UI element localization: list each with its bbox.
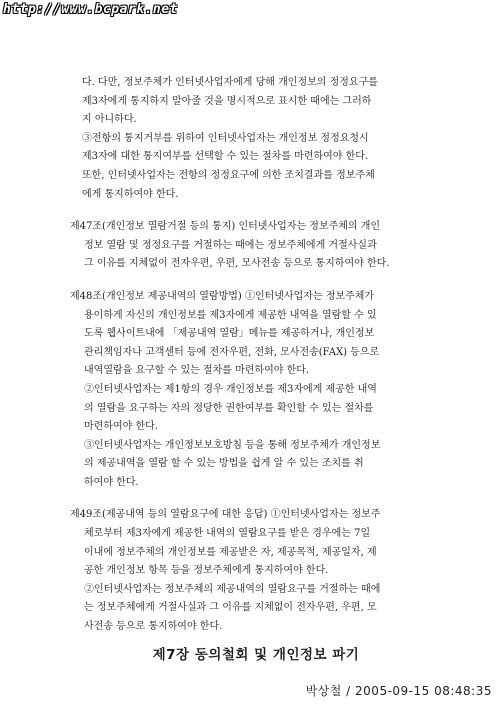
text-line: 사전송 등으로 통지하여야 한다. [84, 621, 223, 633]
article-49 [70, 506, 442, 636]
text-line: 하여야 한다. [84, 476, 139, 488]
footer-signature: 박상철 / 2005-09-15 08:48:35 [305, 684, 492, 698]
watermark-url: http://www.bcpark.net [3, 2, 178, 17]
text-line: 내역열람을 요구할 수 있는 절차를 마련하여야 한다. [84, 365, 310, 377]
text-line: 다. 다만, 정보주체가 인터넷사업자에게 당해 개인정보의 정정요구를 [82, 77, 378, 88]
article-48 [70, 288, 442, 493]
text-line: 정보 열람 및 정정요구를 거절하는 때에는 정보주체에게 거절사실과 [84, 239, 377, 251]
article-46-continuation [70, 74, 442, 204]
article-title-line: 제49조(제공내역 등의 열람요구에 대한 응답) ①인터넷사업자는 정보주 [70, 509, 381, 521]
text-line: 공한 개인정보 항목 등을 정보주체에게 통지하여야 한다. [84, 565, 329, 577]
text-line: ②인터넷사업자는 제1항의 경우 개인정보를 제3자에게 제공한 내역 [84, 383, 377, 395]
text-line: 이내에 정보주체의 개인정보를 제공받은 자, 제공목적, 제공일자, 제 [84, 546, 377, 558]
text-line: 에게 통지하여야 한다. [82, 188, 179, 200]
text-line: 체로부터 제3자에게 제공한 내역의 열람요구를 받은 경우에는 7일 [84, 528, 371, 540]
text-line: 제3자에 대한 통지여부를 선택할 수 있는 절차를 마련하여야 한다. [82, 151, 369, 163]
text-line: 관리책임자나 고객센터 등에 전자우편, 전화, 모사전송(FAX) 등으로 [84, 346, 380, 358]
text-line: 그 이유를 지체없이 전자우편, 우편, 모사전송 등으로 통지하여야 한다. [84, 258, 390, 270]
article-47 [70, 218, 442, 274]
document-body [70, 74, 442, 663]
text-line: ②인터넷사업자는 정보주체의 제공내역의 열람요구를 거절하는 때에 [84, 583, 381, 595]
text-line: 도록 웹사이트내에 「제공내역 열람」메뉴를 제공하거나, 개인정보 [84, 328, 375, 340]
text-line: 는 정보주체에게 거절사실과 그 이유를 지체없이 전자우편, 우편, 모 [84, 602, 377, 614]
text-line: ③인터넷사업자는 개인정보보호방침 등을 통해 정보주체가 개인정보 [84, 439, 381, 451]
chapter-heading: 제7장 동의철회 및 개인정보 파기 [152, 646, 360, 663]
text-line: 의 열람을 요구하는 자의 정당한 권한여부를 확인할 수 있는 절차를 [84, 402, 374, 414]
text-line: 제3자에게 통지하지 말아줄 것을 명시적으로 표시한 때에는 그러하 [82, 95, 372, 107]
text-line: 의 제공내역을 열람 할 수 있는 방법을 쉽게 알 수 있는 조치를 취 [84, 458, 364, 470]
text-line: 또한, 인터넷사업자는 전항의 정정요구에 의한 조치결과를 정보주체 [82, 169, 375, 181]
text-line: ③전항의 통지거부를 위하여 인터넷사업자는 개인정보 정정요청시 [82, 132, 369, 144]
article-title-line: 제48조(개인정보 제공내역의 열람방법) ①인터넷사업자는 정보주체가 [70, 290, 375, 302]
text-line: 지 아니하다. [82, 114, 137, 126]
text-line: 용이하게 자신의 개인정보를 제3자에게 제공한 내역을 열람할 수 있 [84, 309, 377, 321]
article-title-line: 제47조(개인정보 열람거절 등의 통지) 인터넷사업자는 정보주체의 개인 [70, 221, 381, 233]
text-line: 마련하여야 한다. [84, 421, 158, 433]
